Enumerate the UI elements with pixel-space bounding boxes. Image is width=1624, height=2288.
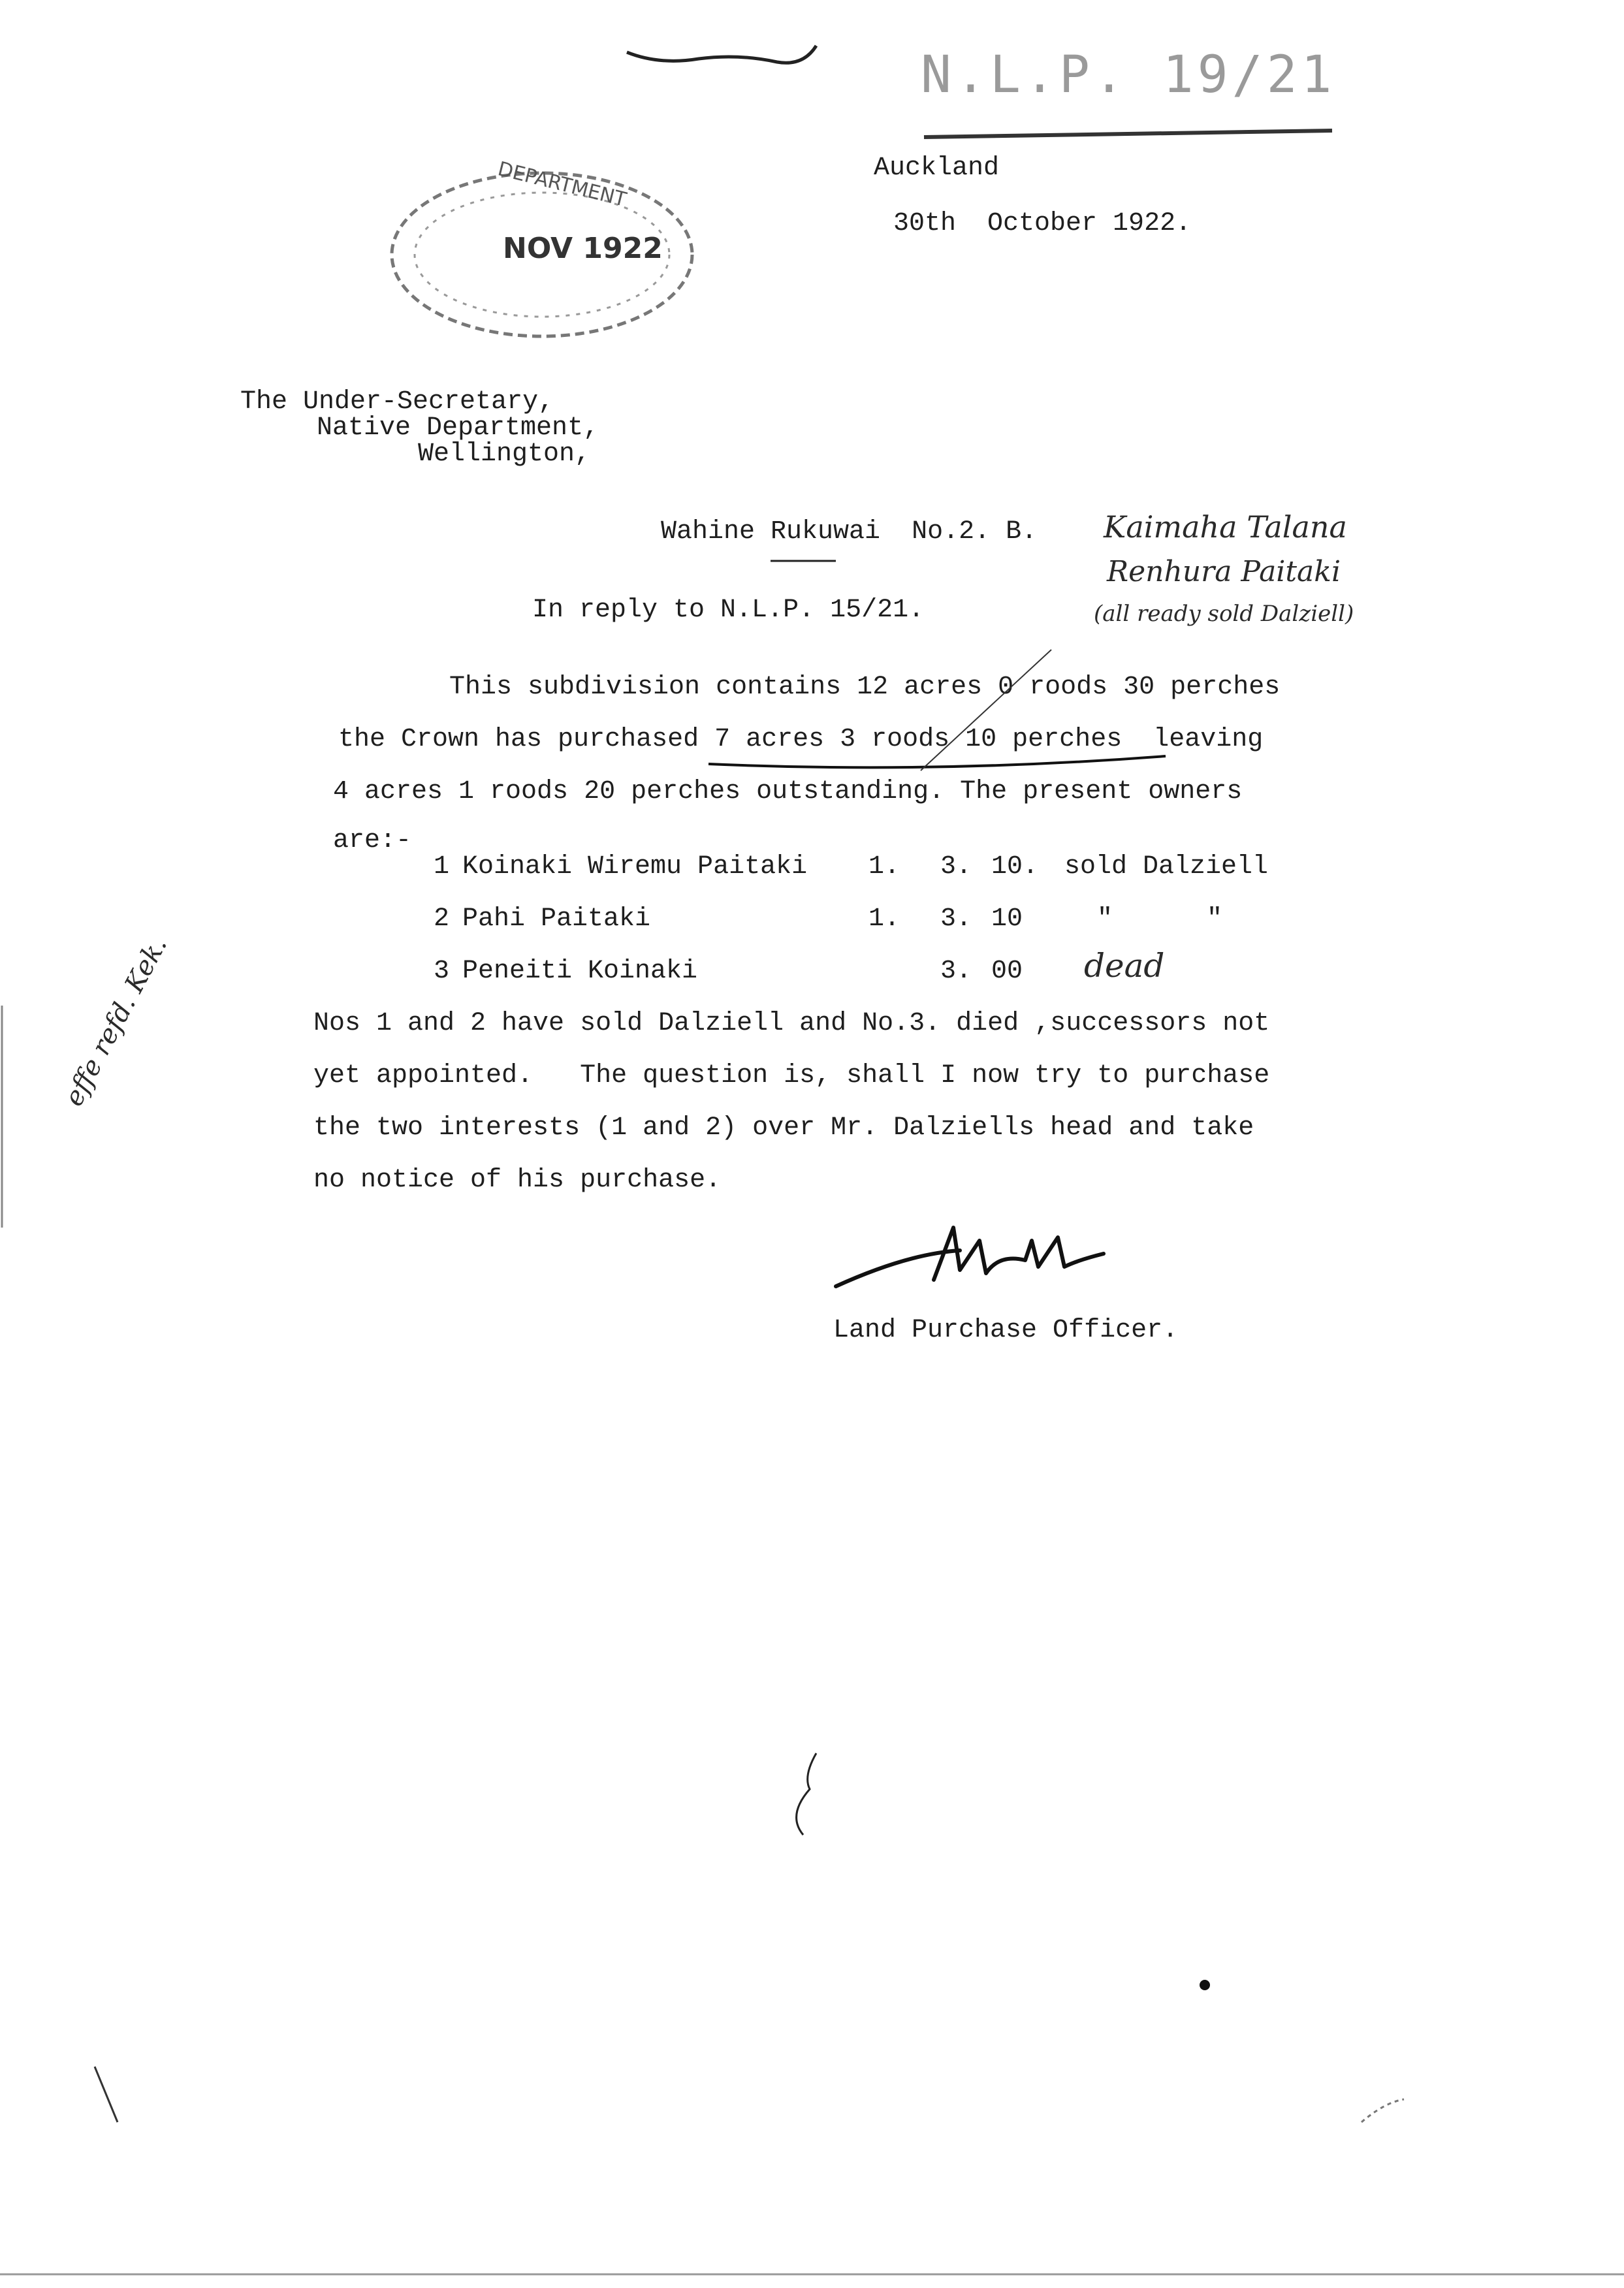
addressee-line-2: Native Department, <box>317 413 599 443</box>
dot-mark <box>1195 1975 1215 1995</box>
subject-underline <box>771 558 842 565</box>
owner-1-perches: 10. <box>991 852 1039 882</box>
owner-3-perches: 00 <box>991 957 1023 986</box>
left-edge-line <box>0 1006 5 1228</box>
file-ref-number: N.L.P. 19/21 <box>921 46 1336 104</box>
left-margin-note: effe refd. Kek. <box>59 932 174 1111</box>
closing-line-3: the two interests (1 and 2) over Mr. Dalziells head and take <box>313 1113 1254 1143</box>
owner-1-acres: 1. <box>868 852 900 882</box>
owner-2-no: 2 <box>434 904 450 934</box>
header-city: Auckland <box>874 153 1000 183</box>
owner-1-note: sold Dalziell <box>1064 852 1269 882</box>
body-line-4: are:- <box>333 826 412 855</box>
closing-line-2: yet appointed. The question is, shall I now try to purchase <box>313 1061 1270 1090</box>
owner-1-no: 1 <box>434 852 450 882</box>
body-line-3: 4 acres 1 roods 20 perches outstanding. The present owners <box>333 777 1243 806</box>
addressee-line-3: Wellington, <box>418 439 591 469</box>
owner-3-note: dead <box>1084 947 1165 985</box>
signature-icon <box>829 1215 1143 1299</box>
closing-line-4: no notice of his purchase. <box>313 1166 722 1195</box>
owner-2-acres: 1. <box>868 904 900 934</box>
owner-2-roods: 3. <box>940 904 972 934</box>
owner-3-name: Peneiti Koinaki <box>462 957 698 986</box>
closing-line-1: Nos 1 and 2 have sold Dalziell and No.3. died ,successors not <box>313 1009 1270 1038</box>
margin-note-line-3: (all ready sold Dalziell) <box>1094 601 1354 627</box>
owner-3-roods: 3. <box>940 957 972 986</box>
top-scribble <box>620 39 829 78</box>
owner-1-roods: 3. <box>940 852 972 882</box>
body-line-1: This subdivision contains 12 acres 0 roods 30 perches <box>449 673 1281 702</box>
owner-2-perches: 10 <box>991 904 1023 934</box>
margin-note-line-2: Renhura Paitaki <box>1107 555 1341 588</box>
corner-mark <box>91 2063 131 2129</box>
stamp-date: NOV 1922 <box>503 232 663 265</box>
bottom-scribble <box>1358 2089 1410 2129</box>
owner-1-name: Koinaki Wiremu Paitaki <box>462 852 808 882</box>
signature-title: Land Purchase Officer. <box>833 1316 1179 1345</box>
owner-2-name: Pahi Paitaki <box>462 904 651 934</box>
file-ref-underline <box>921 118 1339 144</box>
subject-line: Wahine Rukuwai No.2. B. <box>661 517 1038 547</box>
margin-note-line-1: Kaimaha Talana <box>1104 509 1347 545</box>
paren-mark <box>784 1750 823 1841</box>
body-line-2: the Crown has purchased 7 acres 3 roods 10 perches leaving <box>338 725 1264 754</box>
header-date: 30th October 1922. <box>893 209 1192 238</box>
stamp-label: DEPARTMENT <box>495 157 629 212</box>
slash-mark <box>908 646 1064 777</box>
owner-3-no: 3 <box>434 957 450 986</box>
owner-2-note: " " <box>1097 904 1223 934</box>
addressee-line-1: The Under-Secretary, <box>240 387 554 417</box>
bottom-edge-line <box>0 2272 1624 2278</box>
reply-reference: In reply to N.L.P. 15/21. <box>532 596 925 625</box>
